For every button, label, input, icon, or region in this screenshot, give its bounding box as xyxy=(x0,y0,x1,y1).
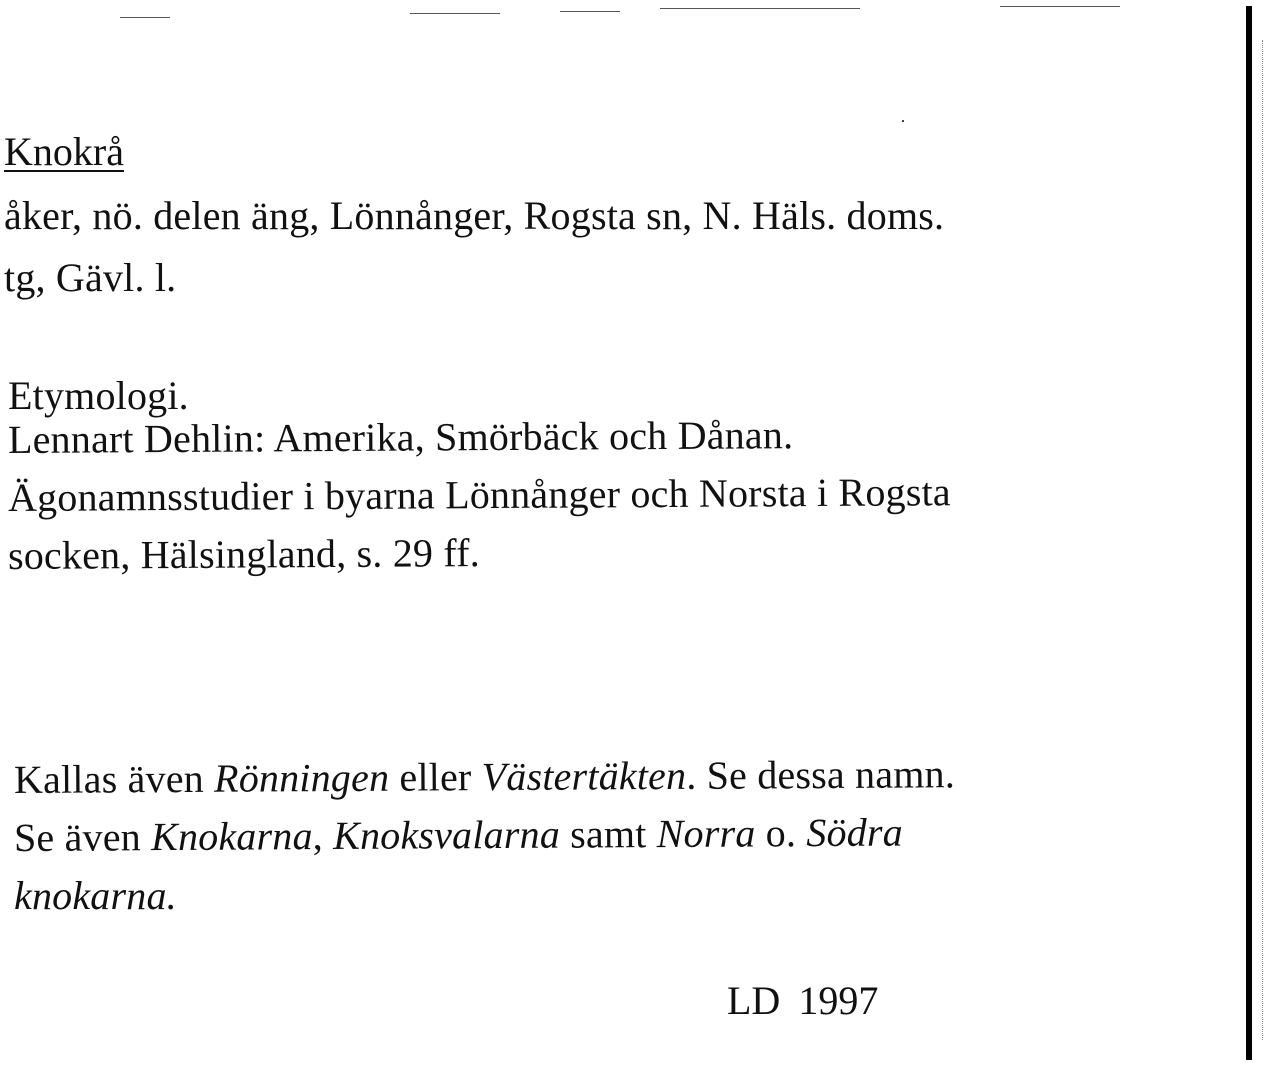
etymology-heading: Etymologi. xyxy=(8,373,189,418)
crossref-name-norra: Norra xyxy=(656,810,756,857)
crossref-text: eller xyxy=(389,754,482,800)
crossref-name-knokarna-lower: knokarna. xyxy=(14,873,177,918)
scan-speck xyxy=(902,120,904,122)
crossref-text: , xyxy=(312,813,334,859)
description-line-1: åker, nö. delen äng, Lönnånger, Rogsta sn, N. Häls. doms. xyxy=(4,193,945,238)
crossref-line-1 xyxy=(14,750,955,804)
crossref-name-sodra: Södra xyxy=(806,809,904,856)
headword: Knokrå xyxy=(4,129,124,174)
crossref-name-ronningen: Rönningen xyxy=(213,754,390,801)
crossref-text: samt xyxy=(559,811,657,857)
crossref-name-knoksvalarna: Knoksvalarna xyxy=(332,811,561,859)
description-line-2: tg, Gävl. l. xyxy=(4,255,177,300)
crossref-text: Se även xyxy=(13,814,152,860)
etymology-line-1: Lennart Dehlin: Amerika, Smörbäck och Dånan. xyxy=(7,412,794,462)
signature: LD 1997 xyxy=(727,978,879,1023)
card-right-edge-noise xyxy=(1262,40,1264,1040)
crossref-text: o. xyxy=(755,810,807,856)
scan-artifact-top-1 xyxy=(120,17,170,18)
etymology-line-3: socken, Hälsingland, s. 29 ff. xyxy=(7,530,480,578)
crossref-name-knokarna: Knokarna xyxy=(150,813,313,860)
etymology-line-2: Ägonamnsstudier i byarna Lönnånger och Norsta i Rogsta xyxy=(7,469,951,520)
scan-artifact-top-4 xyxy=(660,8,860,9)
crossref-name-vastertakten: Västertäkten xyxy=(481,752,687,800)
scan-artifact-top-2 xyxy=(410,13,500,14)
scan-artifact-top-3 xyxy=(560,11,620,12)
crossref-text: . Se dessa namn. xyxy=(686,751,956,798)
card-right-border xyxy=(1246,6,1252,1060)
scan-artifact-top-5 xyxy=(1000,6,1120,7)
crossref-line-3 xyxy=(14,872,177,920)
crossref-line-2 xyxy=(14,809,903,862)
crossref-text: Kallas även xyxy=(13,755,215,802)
